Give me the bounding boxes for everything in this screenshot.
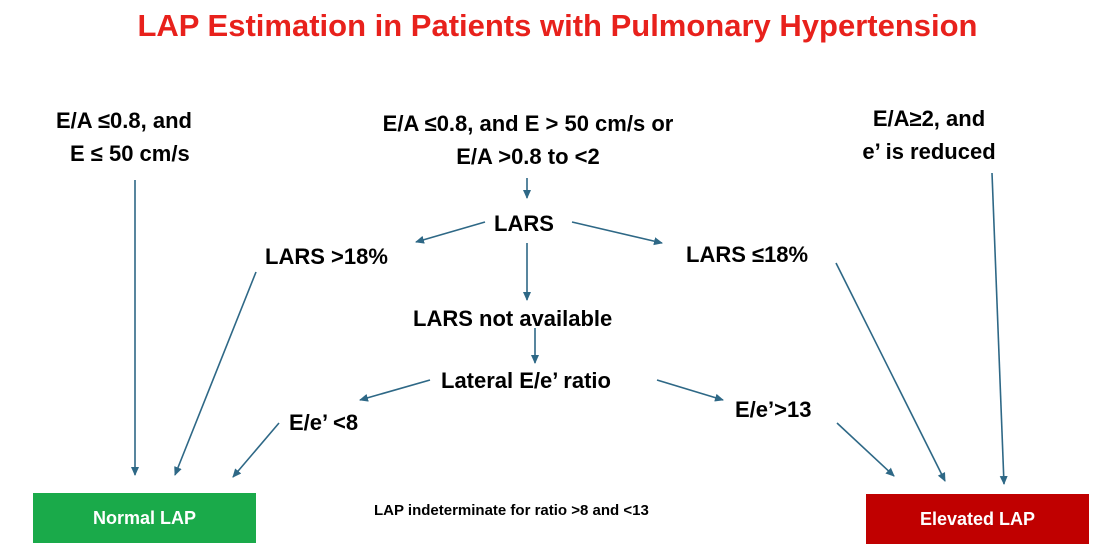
arrow-lars-to-lars-low [572,222,662,243]
left-criteria [56,104,216,170]
arrow-lateral-to-ee-low [360,380,430,400]
left-criteria-line1: E/A ≤0.8, and [56,108,192,133]
diagram-title: LAP Estimation in Patients with Pulmonary Hypertension [137,8,978,43]
arrow-lars-to-lars-high [416,222,485,242]
arrow-ee-low-to-normal [233,423,279,477]
right-criteria-line1: E/A≥2, and [872,106,986,131]
lars-not-available-node: LARS not available [413,306,613,331]
lars-high-node: LARS >18% [265,244,388,269]
arrow-lars-low-to-elevated [836,263,945,481]
indeterminate-note: LAP indeterminate for ratio >8 and <13 [374,502,649,519]
normal-lap-box: Normal LAP [33,493,256,543]
arrow-right-criteria-to-elevated [992,173,1004,484]
ee-low-node: E/e’ <8 [289,410,359,435]
center-criteria-line2: E/A >0.8 to <2 [456,144,600,169]
elevated-lap-box: Elevated LAP [866,494,1089,544]
lars-low-node: LARS ≤18% [686,242,809,267]
lateral-ratio-node: Lateral E/e’ ratio [441,368,611,393]
center-criteria-line1: E/A ≤0.8, and E > 50 cm/s or [382,111,674,136]
center-criteria [357,107,699,173]
arrow-ee-high-to-elevated [837,423,894,476]
ee-high-node: E/e’>13 [735,397,812,422]
right-criteria [846,102,1012,168]
left-criteria-line2: E ≤ 50 cm/s [70,141,190,166]
right-criteria-line2: e’ is reduced [862,139,996,164]
arrow-lars-high-to-normal [175,272,256,475]
lars-node: LARS [494,211,554,236]
arrow-lateral-to-ee-high [657,380,723,400]
